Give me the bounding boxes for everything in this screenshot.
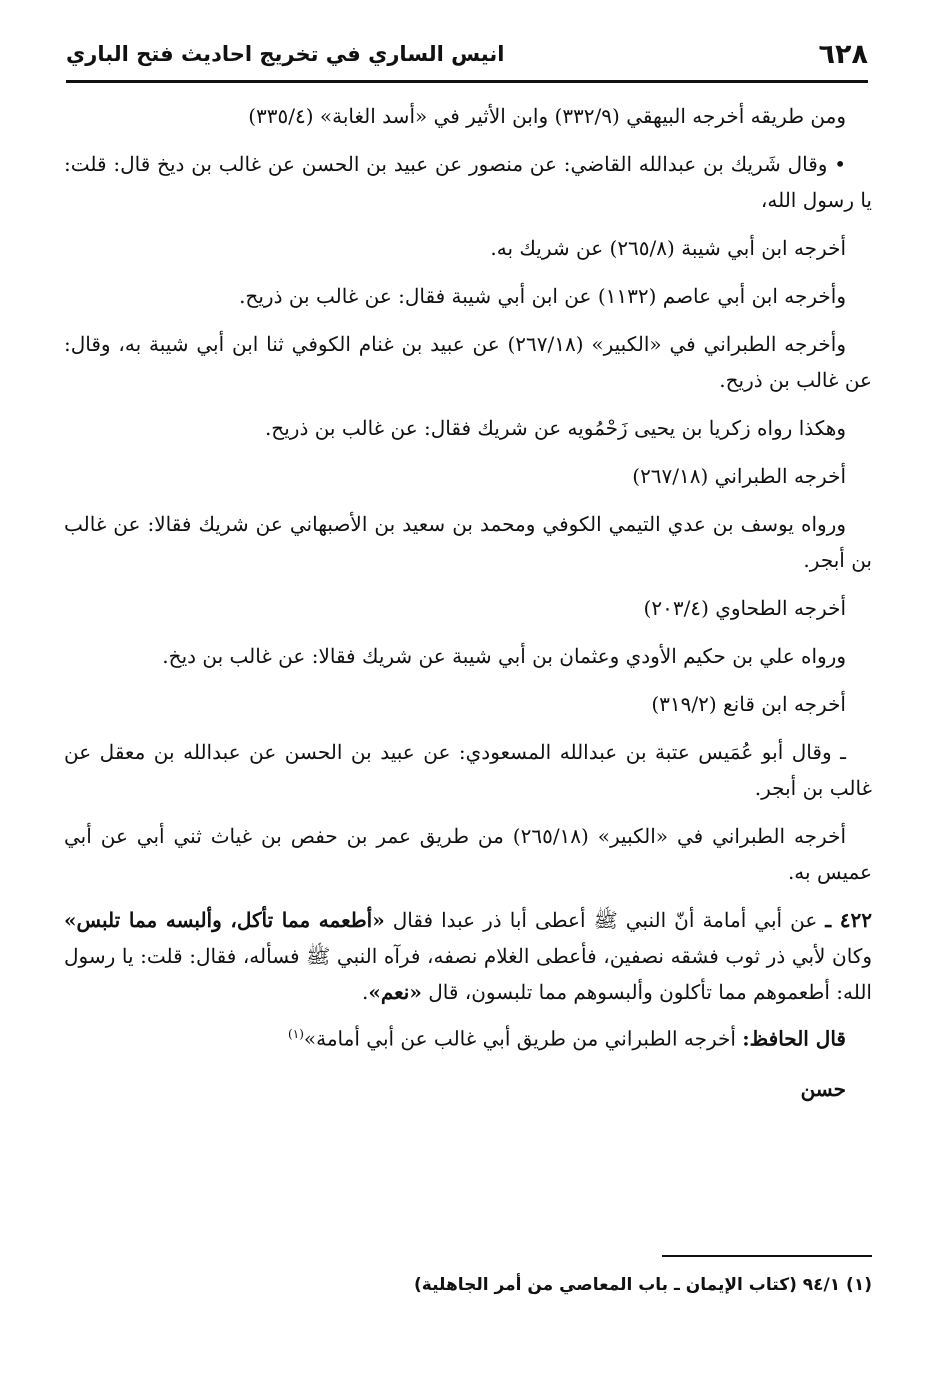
hafiz-note <box>64 1016 872 1057</box>
hadith-number: ٤٢٢ ـ <box>825 908 873 932</box>
paragraph: وهكذا رواه زكريا بن يحيى زَحْمُويه عن شريك فقال: عن غالب بن ذريح. <box>264 416 846 440</box>
hadith-quote: «أطعمه مما تأكل، وألبسه مما تلبس» <box>64 908 385 932</box>
paragraph: أخرجه ابن قانع (٣١٩/٢) <box>651 692 846 716</box>
hadith-text: عن أبي أمامة أنّ النبي ﷺ أعطى أبا ذر عبدا فقال <box>392 908 818 932</box>
footnote: (١) ٩٤/١ (كتاب الإيمان ـ باب المعاصي من أمر الجاهلية) <box>413 1275 872 1295</box>
paragraph: أخرجه الطبراني (٢٦٧/١٨) <box>632 464 846 488</box>
paragraph: ـ وقال أبو عُمَيس عتبة بن عبدالله المسعودي: عن عبيد بن الحسن عن عبدالله بن معقل عن غالب بن أبجر. <box>64 740 872 800</box>
paragraph: أخرجه الطبراني في «الكبير» (٢٦٥/١٨) من طريق عمر بن حفص بن غياث ثني أبي عن أبي عميس به. <box>64 824 872 884</box>
hadith-422 <box>64 902 872 1010</box>
paragraph: أخرجه الطحاوي (٢٠٣/٤) <box>643 596 846 620</box>
paragraph: ورواه يوسف بن عدي التيمي الكوفي ومحمد بن سعيد بن الأصبهاني عن شريك فقالا: عن غالب بن أبجر. <box>64 512 872 572</box>
paragraph: ورواه علي بن حكيم الأودي وعثمان بن أبي شيبة عن شريك فقالا: عن غالب بن ديخ. <box>162 644 846 668</box>
page-number: ٦٢٨ <box>818 38 868 70</box>
paragraph: وأخرجه الطبراني في «الكبير» (٢٦٧/١٨) عن عبيد بن غنام الكوفي ثنا ابن أبي شيبة به، وقال: عن غالب بن ذريح. <box>64 332 872 392</box>
hadith-grade: حسن <box>800 1076 846 1101</box>
running-title: انيس الساري في تخريج احاديث فتح الباري <box>66 42 505 66</box>
hafiz-text: أخرجه الطبراني من طريق أبي غالب عن أبي أمامة» <box>303 1026 736 1051</box>
hafiz-label: قال الحافظ: <box>742 1026 846 1051</box>
hadith-end: . <box>361 980 369 1004</box>
page-body <box>64 98 872 1107</box>
paragraph: ومن طريقه أخرجه البيهقي (٣٣٢/٩) وابن الأثير في «أسد الغابة» (٣٣٥/٤) <box>248 104 846 128</box>
paragraph: أخرجه ابن أبي شيبة (٢٦٥/٨) عن شريك به. <box>490 236 846 260</box>
paragraph: • وقال شَريك بن عبدالله القاضي: عن منصور عن عبيد بن الحسن عن غالب بن ديخ قال: قلت: يا رسول الله، <box>64 152 872 212</box>
page-header <box>66 28 868 83</box>
footnote-ref: (١) <box>288 1027 304 1041</box>
footnote-divider <box>662 1255 872 1257</box>
hadith-quote: «نعم» <box>368 980 422 1004</box>
hadith-text: وكان لأبي ذر ثوب فشقه نصفين، فأعطى الغلام نصفه، فرآه النبي ﷺ فسأله، فقال: قلت: يا رسول الله: أطعموهم مما تأكلون وألبسوهم مما تلبسون، قال <box>64 944 872 1004</box>
paragraph: وأخرجه ابن أبي عاصم (١١٣٢) عن ابن أبي شيبة فقال: عن غالب بن ذريح. <box>239 284 846 308</box>
